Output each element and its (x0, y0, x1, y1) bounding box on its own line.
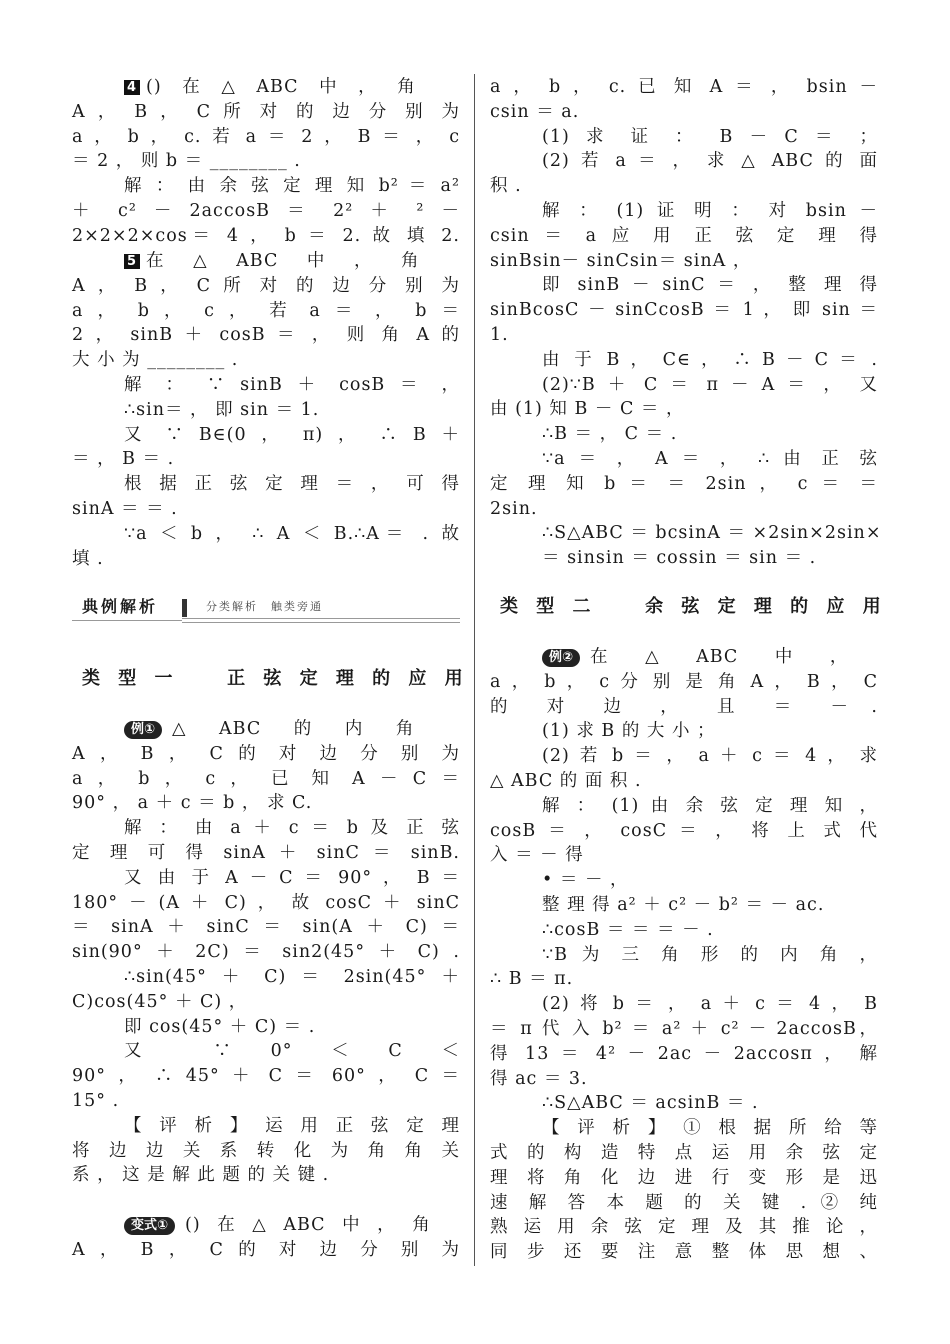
problem-5-number: 5 (124, 254, 140, 269)
example-1-line: 定 理 可 得 sinA ＋ sinC ＝ sinB. (72, 843, 460, 863)
example-2-tag: 例② (542, 649, 580, 667)
example-1-line: 90° ， ∴ 45° ＋ C ＝ 60° ， C ＝ (72, 1066, 460, 1086)
problem-5-line: ＝ ， B ＝ . (72, 449, 175, 469)
example-2-line: 入 ＝ － 得 (490, 845, 584, 865)
example-1-line: 又 ∵ 0° ＜ C ＜ (124, 1041, 460, 1061)
example-2-line: (2) 将 b ＝ ， a ＋ c ＝ 4 ， B (542, 994, 878, 1014)
problem-4-line: A ， B ， C 所 对 的 边 分 别 为 (72, 102, 460, 122)
solution-line: 2sin. (490, 499, 538, 519)
example-2-line: (2) 若 b ＝ ， a ＋ c ＝ 4 ， 求 (542, 746, 878, 766)
problem-5-line: 填 . (72, 549, 104, 569)
solution-line: 即 sinB － sinC ＝ ， 整 理 得 (542, 275, 878, 295)
problem-5-line: A ， B ， C 所 对 的 边 分 别 为 (72, 276, 460, 296)
example-1-line: 解 ： 由 a ＋ c ＝ b 及 正 弦 (124, 818, 460, 838)
example-1-line: 又 由 于 A － C ＝ 90° ， B ＝ (124, 868, 460, 888)
solution-line: csin ＝ a. (490, 102, 580, 122)
solution-line: csin ＝ a 应 用 正 弦 定 理 得 (490, 226, 878, 246)
solution-line: ∴S△ABC ＝ bcsinA ＝ ×2sin×2sin× (542, 523, 882, 543)
example-2-line: cosB ＝ ， cosC ＝ ， 将 上 式 代 (490, 821, 878, 841)
example-2-line: • ＝ － ， (542, 870, 629, 890)
solution-line: 由 (1) 知 B － C ＝ ， (490, 399, 685, 419)
example-2-line: a ， b ， c 分 别 是 角 A ， B ， C (490, 672, 878, 692)
example-1-line: sin(90° ＋ 2C) ＝ sin2(45° ＋ C) . (72, 942, 460, 962)
section-banner (72, 595, 460, 621)
example-2-text: 在 △ ABC 中 ， (590, 647, 849, 667)
solution-line: 由 于 B ， C∈ ， ∴ B － C ＝ . (542, 350, 878, 370)
solution-line: ∴B ＝ ， C ＝ . (542, 424, 678, 444)
problem-5-line: ∵a ＜ b ， ∴ A ＜ B.∴A＝ . 故 (124, 524, 460, 544)
problem-5-line: 大 小 为 ________ . (72, 350, 239, 370)
section-subtitle: 分类解析 触类旁通 (206, 600, 323, 613)
solution-line: 定 理 知 b ＝ ＝ 2sin ， c ＝ ＝ (490, 474, 878, 494)
example-2-line: 熟 运 用 余 弦 定 理 及 其 推 论 ， (490, 1217, 878, 1237)
example-1-line: ＝ sinA ＋ sinC ＝ sin(A ＋ C) ＝ (72, 917, 460, 937)
solution-line: a ， b ， c. 已 知 A ＝ ， bsin － (490, 77, 878, 97)
example-2-line: ＝ π 代 入 b² ＝ a² ＋ c² － 2accosB， (490, 1019, 878, 1039)
solution-line: 积 . (490, 176, 522, 196)
section-rule-left (72, 620, 182, 621)
problem-5-line: 根 据 正 弦 定 理 ＝ ， 可 得 (124, 474, 460, 494)
problem-5-line: ∴sin＝ ， 即 sin ＝ 1. (124, 400, 320, 420)
solution-line: 1. (490, 325, 509, 345)
example-1-tag: 例① (124, 721, 162, 739)
example-2-line: 【 评 析 】 ① 根 据 所 给 等 (542, 1118, 878, 1138)
type-1-heading: 类 型 一 正 弦 定 理 的 应 用 (82, 668, 469, 689)
example-1-line: ∴sin(45° ＋ C) ＝ 2sin(45° ＋ (124, 967, 460, 987)
example-2-line: 得 13 ＝ 4² － 2ac － 2accosπ ， 解 (490, 1044, 878, 1064)
variant-1-tag: 变式① (124, 1217, 175, 1235)
example-1-line: A ， B ， C 的 对 边 分 别 为 (72, 744, 460, 764)
section-bar (182, 599, 187, 617)
section-rule (182, 618, 460, 623)
problem-5-line: a ， b ， c ， 若 a ＝ ， b ＝ (72, 301, 460, 321)
column-divider (474, 74, 475, 1266)
problem-5-line: 解 ： ∵ sinB ＋ cosB ＝ ， (124, 375, 460, 395)
example-2-line: 解 ： (1) 由 余 弦 定 理 知 ， (542, 796, 878, 816)
variant-1-line: A ， B ， C 的 对 边 分 别 为 (72, 1240, 460, 1260)
example-2-line: 速 解 答 本 题 的 关 键 . ② 纯 (490, 1193, 878, 1213)
problem-4-line: ＋ c² － 2accosB ＝ 2² ＋ ² － (72, 201, 460, 221)
type-2-heading: 类 型 二 余 弦 定 理 的 应 用 (500, 596, 887, 617)
example-1-line: 系 ， 这 是 解 此 题 的 关 键 . (72, 1165, 330, 1185)
example-2-line: 整 理 得 a² ＋ c² － b² ＝ － ac. (542, 895, 825, 915)
example-2-line: 的 对 边 ， 且 ＝ － . (490, 697, 878, 717)
example-2-line: ∴ B ＝ π. (490, 969, 574, 989)
problem-5-line (124, 248, 460, 274)
problem-4-line: 解 ： 由 余 弦 定 理 知 b² ＝ a² (124, 176, 460, 196)
example-1-text: △ ABC 的 内 角 (172, 719, 415, 739)
example-1-line: 将 边 边 关 系 转 化 为 角 角 关 (72, 1141, 460, 1161)
example-1-line: 15° . (72, 1091, 120, 1111)
example-1-line (124, 716, 460, 742)
example-1-line: C)cos(45° ＋ C) ， (72, 992, 248, 1012)
solution-line: sinBsin－ sinCsin＝ sinA ， (490, 251, 752, 271)
example-2-line: 式 的 构 造 特 点 运 用 余 弦 定 (490, 1143, 878, 1163)
example-1-line: 90° ， a ＋ c ＝ b ， 求 C. (72, 793, 313, 813)
solution-line: (1) 求 证 ： B － C ＝ ； (542, 127, 878, 147)
example-1-line: 【 评 析 】 运 用 正 弦 定 理 (124, 1116, 460, 1136)
example-2-line: ∴S△ABC ＝ acsinB ＝ . (542, 1093, 759, 1113)
example-1-line: 即 cos(45° ＋ C) ＝ . (124, 1017, 316, 1037)
problem-4-text: () 在 △ ABC 中 ， 角 (146, 77, 416, 97)
solution-line: ＝ sinsin ＝ cossin ＝ sin ＝ . (542, 548, 817, 568)
problem-4-line: 2×2×2×cos＝ 4 ， b ＝ 2. 故 填 2. (72, 226, 460, 246)
example-2-line (542, 644, 878, 670)
solution-line: (2) 若 a ＝ ， 求 △ ABC 的 面 (542, 151, 878, 171)
variant-1-line (124, 1212, 460, 1238)
solution-line: sinBcosC － sinCcosB ＝ 1 ， 即 sin ＝ (490, 300, 878, 320)
problem-5-line: 又 ∵ B∈(0 ， π) ， ∴ B ＋ (124, 425, 460, 445)
solution-line: ∵a ＝ ， A ＝ ， ∴ 由 正 弦 (542, 449, 878, 469)
example-2-line: (1) 求 B 的 大 小 ； (542, 721, 716, 741)
solution-line: (2)∵B ＋ C ＝ π － A ＝ ， 又 (542, 375, 878, 395)
problem-4-number: 4 (124, 80, 140, 95)
example-2-line: ∴cosB ＝ ＝ ＝ － . (542, 920, 714, 940)
example-2-line: 理 将 角 化 边 进 行 变 形 是 迅 (490, 1168, 878, 1188)
problem-5-line: sinA ＝ ＝ . (72, 499, 178, 519)
example-2-line: 得 ac ＝ 3. (490, 1069, 588, 1089)
variant-1-text: () 在 △ ABC 中 ， 角 (185, 1215, 431, 1235)
example-1-line: 180° － (A ＋ C) ， 故 cosC ＋ sinC (72, 893, 460, 913)
example-2-line: ∵B 为 三 角 形 的 内 角 ， (542, 945, 878, 965)
solution-line: 解 ： (1) 证 明 ： 对 bsin － (542, 201, 878, 221)
section-title: 典例解析 (82, 597, 159, 616)
problem-4-line: ＝ 2 ， 则 b ＝ ________ . (72, 151, 301, 171)
problem-4-line: a ， b ， c. 若 a ＝ 2 ， B ＝ ， c (72, 127, 460, 147)
example-2-line: △ ABC 的 面 积 . (490, 771, 642, 791)
example-1-line: a ， b ， c ， 已 知 A － C ＝ (72, 769, 460, 789)
problem-4-line (124, 74, 460, 100)
example-2-line: 同 步 还 要 注 意 整 体 思 想 、 (490, 1242, 878, 1262)
problem-5-text: 在 △ ABC 中 ， 角 (146, 251, 420, 271)
problem-5-line: 2 ， sinB ＋ cosB ＝ ， 则 角 A 的 (72, 325, 460, 345)
